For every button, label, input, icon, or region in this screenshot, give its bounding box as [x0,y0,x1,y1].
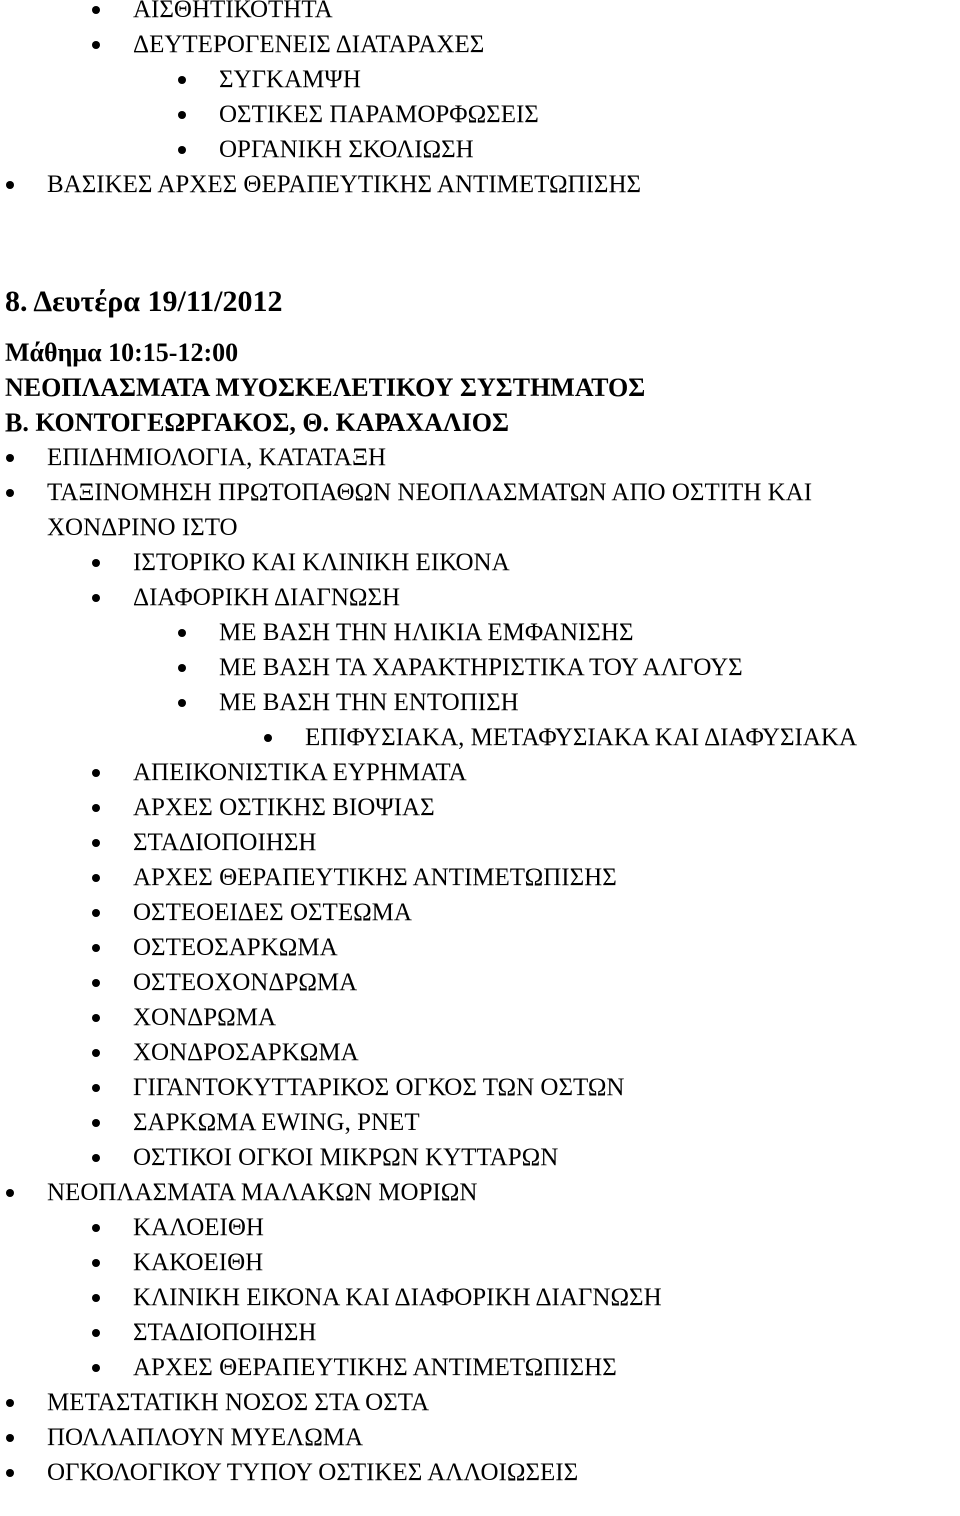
list-item-text: ΚΑΛΟΕΙΘΗ [133,1214,264,1241]
list-item-text: ΟΣΤΕΟΣΑΡΚΩΜΑ [133,934,338,961]
list-item-text: ΤΑΞΙΝΟΜΗΣΗ ΠΡΩΤΟΠΑΘΩΝ ΝΕΟΠΛΑΣΜΑΤΩΝ ΑΠΟ ΟΣΤΙΤΗ ΚΑΙ [47,479,813,506]
bullet-icon [178,629,186,637]
list-item-text: ΒΑΣΙΚΕΣ ΑΡΧΕΣ ΘΕΡΑΠΕΥΤΙΚΗΣ ΑΝΤΙΜΕΤΩΠΙΣΗΣ [47,171,642,198]
list-item-text: ΜΕ ΒΑΣΗ ΤΗΝ ΕΝΤΟΠΙΣΗ [219,689,519,716]
bullet-icon [92,839,100,847]
list-item-text: ΧΟΝΔΡΩΜΑ [133,1004,277,1031]
bullet-icon [92,6,100,14]
bullet-icon [264,734,272,742]
list-item-text: ΟΣΤΙΚΟΙ ΟΓΚΟΙ ΜΙΚΡΩΝ ΚΥΤΤΑΡΩΝ [133,1144,559,1171]
bullet-icon [92,909,100,917]
list-item-text: ΟΣΤΕΟΧΟΝΔΡΩΜΑ [133,969,358,996]
list-item-text: ΟΓΚΟΛΟΓΙΚΟΥ ΤΥΠΟΥ ΟΣΤΙΚΕΣ ΑΛΛΟΙΩΣΕΙΣ [47,1459,579,1486]
list-item-text: ΑΙΣΘΗΤΙΚΟΤΗΤΑ [133,0,333,23]
list-item-text: ΧΟΝΔΡΙΝΟ ΙΣΤΟ [47,514,238,541]
list-item-text: ΔΙΑΦΟΡΙΚΗ ΔΙΑΓΝΩΣΗ [133,584,401,611]
list-item-text: Μάθημα 10:15-12:00 [5,338,239,367]
list-item-text: ΕΠΙΔΗΜΙΟΛΟΓΙΑ, ΚΑΤΑΤΑΞΗ [47,444,387,471]
bullet-icon [6,1469,14,1477]
bullet-icon [92,979,100,987]
list-item-text: ΣΥΓΚΑΜΨΗ [219,66,361,93]
bullet-icon [92,1294,100,1302]
bullet-icon [92,1224,100,1232]
bullet-icon [92,1014,100,1022]
list-item-text: ΕΠΙΦΥΣΙΑΚΑ, ΜΕΤΑΦΥΣΙΑΚΑ ΚΑΙ ΔΙΑΦΥΣΙΑΚΑ [305,724,858,751]
bullet-icon [92,804,100,812]
list-item-text: ΣΤΑΔΙΟΠΟΙΗΣΗ [133,829,317,856]
bullet-icon [92,594,100,602]
list-item-text: ΝΕΟΠΛΑΣΜΑΤΑ ΜΥΟΣΚΕΛΕΤΙΚΟΥ ΣΥΣΤΗΜΑΤΟΣ [5,373,646,402]
list-item-text: ΑΠΕΙΚΟΝΙΣΤΙΚΑ ΕΥΡΗΜΑΤΑ [133,759,467,786]
bullet-icon [178,76,186,84]
list-item-text: Β. ΚΟΝΤΟΓΕΩΡΓΑΚΟΣ, Θ. ΚΑΡΑΧΑΛΙΟΣ [5,408,509,437]
list-item-text: ΜΕ ΒΑΣΗ ΤΗΝ ΗΛΙΚΙΑ ΕΜΦΑΝΙΣΗΣ [219,619,634,646]
list-item-text: ΝΕΟΠΛΑΣΜΑΤΑ ΜΑΛΑΚΩΝ ΜΟΡΙΩΝ [47,1179,478,1206]
bullet-icon [92,1154,100,1162]
list-item-text: ΚΑΚΟΕΙΘΗ [133,1249,264,1276]
list-item-text: ΔΕΥΤΕΡΟΓΕΝΕΙΣ ΔΙΑΤΑΡΑΧΕΣ [133,31,485,58]
bullet-icon [6,1434,14,1442]
bullet-icon [92,559,100,567]
bullet-icon [92,944,100,952]
list-item-text: ΑΡΧΕΣ ΘΕΡΑΠΕΥΤΙΚΗΣ ΑΝΤΙΜΕΤΩΠΙΣΗΣ [133,864,617,891]
bullet-icon [92,1259,100,1267]
list-item-text: ΙΣΤΟΡΙΚΟ ΚΑΙ ΚΛΙΝΙΚΗ ΕΙΚΟΝΑ [133,549,510,576]
bullet-icon [178,111,186,119]
bullet-icon [6,454,14,462]
list-item-text: ΧΟΝΔΡΟΣΑΡΚΩΜΑ [133,1039,359,1066]
bullet-icon [92,769,100,777]
bullet-icon [92,41,100,49]
bullet-icon [92,1329,100,1337]
bullet-icon [92,1364,100,1372]
bullet-icon [6,489,14,497]
list-item-text: ΑΡΧΕΣ ΟΣΤΙΚΗΣ ΒΙΟΨΙΑΣ [133,794,435,821]
bullet-icon [92,1084,100,1092]
list-item-text: ΓΙΓΑΝΤΟΚΥΤΤΑΡΙΚΟΣ ΟΓΚΟΣ ΤΩΝ ΟΣΤΩΝ [133,1074,625,1101]
list-item-text: ΜΕΤΑΣΤΑΤΙΚΗ ΝΟΣΟΣ ΣΤΑ ΟΣΤΑ [47,1389,430,1416]
list-item-text: ΟΡΓΑΝΙΚΗ ΣΚΟΛΙΩΣΗ [219,136,474,163]
list-item-text: ΣΑΡΚΩΜΑ EWING, PNET [133,1109,420,1136]
list-item-text: ΟΣΤΙΚΕΣ ΠΑΡΑΜΟΡΦΩΣΕΙΣ [219,101,539,128]
list-item-text: ΠΟΛΛΑΠΛΟΥΝ ΜΥΕΛΩΜΑ [47,1424,364,1451]
bullet-icon [6,181,14,189]
bullet-icon [6,1399,14,1407]
list-item-text: ΣΤΑΔΙΟΠΟΙΗΣΗ [133,1319,317,1346]
list-item-text: ΚΛΙΝΙΚΗ ΕΙΚΟΝΑ ΚΑΙ ΔΙΑΦΟΡΙΚΗ ΔΙΑΓΝΩΣΗ [133,1284,662,1311]
bullet-icon [178,664,186,672]
list-item-text: 8. Δευτέρα 19/11/2012 [5,285,283,318]
bullet-icon [6,1189,14,1197]
list-item-text: ΜΕ ΒΑΣΗ ΤΑ ΧΑΡΑΚΤΗΡΙΣΤΙΚΑ ΤΟΥ ΑΛΓΟΥΣ [219,654,743,681]
list-item-text: ΑΡΧΕΣ ΘΕΡΑΠΕΥΤΙΚΗΣ ΑΝΤΙΜΕΤΩΠΙΣΗΣ [133,1354,617,1381]
bullet-icon [92,1049,100,1057]
bullet-icon [92,874,100,882]
bullet-icon [92,1119,100,1127]
list-item-text: ΟΣΤΕΟΕΙΔΕΣ ΟΣΤΕΩΜΑ [133,899,412,926]
bullet-icon [178,699,186,707]
bullet-icon [178,146,186,154]
